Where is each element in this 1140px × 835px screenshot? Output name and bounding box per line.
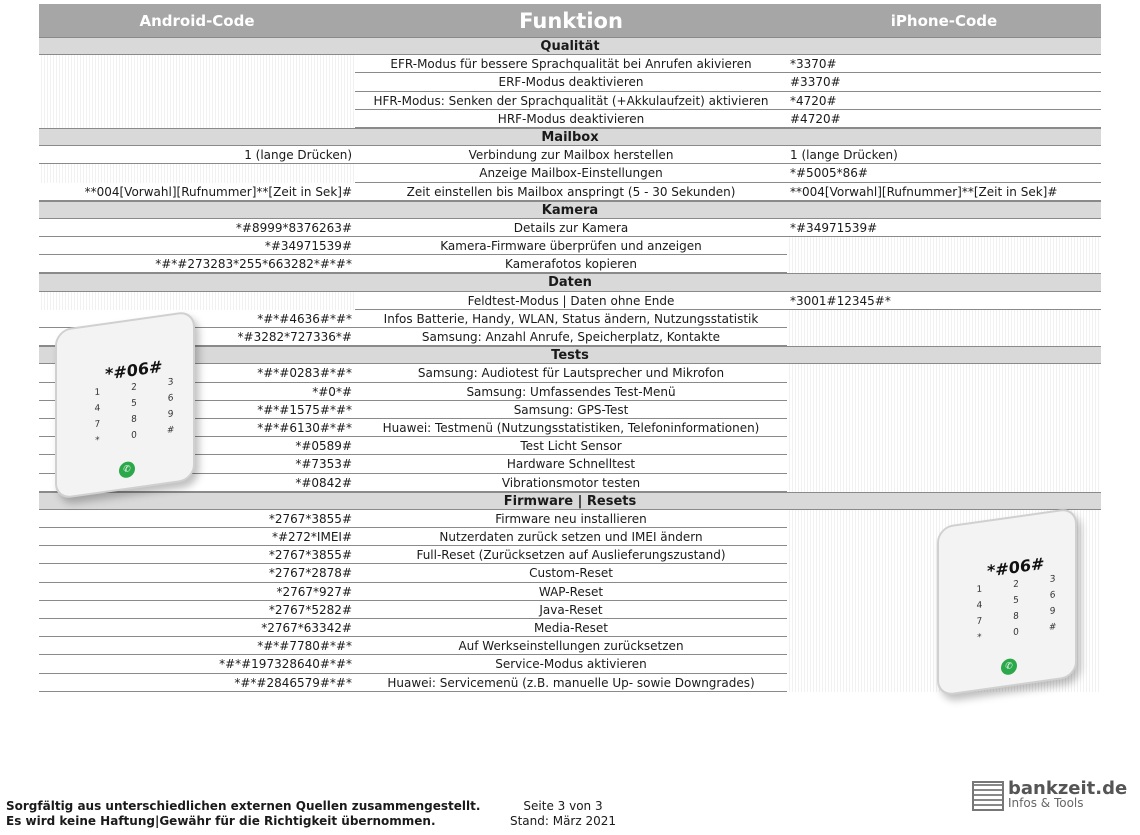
function-cell: Anzeige Mailbox-Einstellungen <box>355 164 787 182</box>
phone-call-icon: ✆ <box>1001 658 1017 676</box>
phone-key: * <box>95 435 100 447</box>
phone-key: 3 <box>167 377 174 388</box>
android-code-cell: *#*#273283*255*663282*#*#* <box>39 255 355 273</box>
phone-key: 0 <box>1013 627 1019 639</box>
phone-key: 2 <box>131 382 137 394</box>
iphone-code-cell <box>787 455 1101 473</box>
iphone-code-cell: *#34971539# <box>787 219 1101 237</box>
iphone-code-cell: *3370# <box>787 55 1101 73</box>
android-code-cell: *#8999*8376263# <box>39 219 355 237</box>
function-cell: Firmware neu installieren <box>355 510 787 528</box>
footer-page-info <box>508 799 618 829</box>
function-cell: Huawei: Servicemenü (z.B. manuelle Up- sowie Downgrades) <box>355 674 787 692</box>
phone-code-text: *#06# <box>105 356 163 384</box>
android-code-cell: *#*#2846579#*#* <box>39 674 355 692</box>
function-cell: Vibrationsmotor testen <box>355 474 787 492</box>
codes-table <box>39 4 1101 692</box>
android-code-cell <box>39 55 355 73</box>
android-code-cell: *#0*# <box>39 383 355 401</box>
function-cell: Kamera-Firmware überprüfen und anzeigen <box>355 237 787 255</box>
function-cell: Infos Batterie, Handy, WLAN, Status ändern, Nutzungsstatistik <box>355 310 787 328</box>
function-cell: Hardware Schnelltest <box>355 455 787 473</box>
table-row <box>39 219 1101 237</box>
table-row <box>39 146 1101 164</box>
function-cell: EFR-Modus für bessere Sprachqualität bei Anrufen akivieren <box>355 55 787 73</box>
android-code-cell: *2767*3855# <box>39 510 355 528</box>
iphone-code-cell <box>787 255 1101 273</box>
android-code-cell <box>39 292 355 310</box>
android-code-cell: *#*#7780#*#* <box>39 637 355 655</box>
phone-key: 8 <box>1013 611 1019 623</box>
table-header <box>39 4 1101 37</box>
function-cell: Samsung: GPS-Test <box>355 401 787 419</box>
phone-key: 1 <box>94 387 101 399</box>
function-cell: Verbindung zur Mailbox herstellen <box>355 146 787 164</box>
function-cell: Auf Werkseinstellungen zurücksetzen <box>355 637 787 655</box>
android-code-cell: *#272*IMEI# <box>39 528 355 546</box>
table-row <box>39 183 1101 201</box>
iphone-code-cell <box>787 383 1101 401</box>
android-code-cell: *#7353# <box>39 455 355 473</box>
function-cell: Media-Reset <box>355 619 787 637</box>
phone-key: 7 <box>94 419 101 431</box>
header-android-code: Android-Code <box>139 11 255 30</box>
phone-key: 2 <box>1013 579 1019 591</box>
iphone-code-cell <box>787 310 1101 328</box>
phone-key: 3 <box>1049 574 1056 585</box>
phone-key: 9 <box>167 409 174 420</box>
android-code-cell: *2767*3855# <box>39 546 355 564</box>
phone-keypad <box>961 572 1071 645</box>
iphone-code-cell <box>787 419 1101 437</box>
function-cell: HRF-Modus deaktivieren <box>355 110 787 128</box>
iphone-code-cell: #4720# <box>787 110 1101 128</box>
page-date: Stand: März 2021 <box>509 814 617 828</box>
brand-text <box>1008 778 1128 811</box>
function-cell: WAP-Reset <box>355 583 787 601</box>
function-cell: Java-Reset <box>355 601 787 619</box>
table-row <box>39 255 1101 273</box>
iphone-code-cell: **004[Vorwahl][Rufnummer]**[Zeit in Sek]# <box>787 183 1101 201</box>
disclaimer-line-1: Sorgfältig aus unterschiedlichen externen Quellen zusammengestellt. <box>6 799 481 813</box>
disclaimer-line-2: Es wird keine Haftung|Gewähr für die Richtigkeit übernommen. <box>6 814 436 828</box>
phone-key: 4 <box>94 403 101 415</box>
android-code-cell: 1 (lange Drücken) <box>39 146 355 164</box>
page-number: Seite 3 von 3 <box>523 799 603 813</box>
table-row <box>39 73 1101 91</box>
iphone-code-cell: *3001#12345#* <box>787 292 1101 310</box>
iphone-code-cell <box>787 328 1101 346</box>
phone-key: * <box>977 632 982 644</box>
iphone-code-cell: #3370# <box>787 73 1101 91</box>
android-code-cell: *#*#197328640#*#* <box>39 655 355 673</box>
iphone-code-cell <box>787 364 1101 382</box>
section-header: Qualität <box>39 37 1101 55</box>
function-cell: Zeit einstellen bis Mailbox anspringt (5 - 30 Sekunden) <box>355 183 787 201</box>
android-code-cell: *#0589# <box>39 437 355 455</box>
section-header: Firmware | Resets <box>39 492 1101 510</box>
section-header: Kamera <box>39 201 1101 219</box>
phone-key: 6 <box>1049 590 1056 601</box>
function-cell: Test Licht Sensor <box>355 437 787 455</box>
footer-disclaimer <box>6 799 480 829</box>
brand-subtitle: Infos & Tools <box>1008 796 1084 810</box>
android-code-cell: *#0842# <box>39 474 355 492</box>
function-cell: Feldtest-Modus | Daten ohne Ende <box>355 292 787 310</box>
table-row <box>39 164 1101 182</box>
iphone-code-cell <box>787 237 1101 255</box>
android-code-cell <box>39 73 355 91</box>
android-code-cell: *#*#4636#*#* <box>39 310 355 328</box>
table-row <box>39 292 1101 310</box>
function-cell: Service-Modus aktivieren <box>355 655 787 673</box>
android-code-cell <box>39 92 355 110</box>
iphone-code-cell <box>787 474 1101 492</box>
android-code-cell: *2767*63342# <box>39 619 355 637</box>
function-cell: Custom-Reset <box>355 564 787 582</box>
android-code-cell: *#34971539# <box>39 237 355 255</box>
function-cell: HFR-Modus: Senken der Sprachqualität (+Akkulaufzeit) aktivieren <box>355 92 787 110</box>
function-cell: Kamerafotos kopieren <box>355 255 787 273</box>
android-code-cell: *#*#6130#*#* <box>39 419 355 437</box>
phone-key: # <box>1048 622 1057 634</box>
iphone-code-cell: *#5005*86# <box>787 164 1101 182</box>
phone-image-android <box>41 314 211 496</box>
iphone-code-cell <box>787 437 1101 455</box>
function-cell: Nutzerdaten zurück setzen und IMEI ändern <box>355 528 787 546</box>
phone-keypad <box>79 375 189 448</box>
header-iphone-code: iPhone-Code <box>890 11 998 30</box>
iphone-code-cell: *4720# <box>787 92 1101 110</box>
phone-key: 8 <box>131 414 137 426</box>
section-header: Mailbox <box>39 128 1101 146</box>
android-code-cell <box>39 164 355 182</box>
function-cell: Huawei: Testmenü (Nutzungsstatistiken, Telefoninformationen) <box>355 419 787 437</box>
android-code-cell: *2767*2878# <box>39 564 355 582</box>
function-cell: Details zur Kamera <box>355 219 787 237</box>
android-code-cell: *2767*927# <box>39 583 355 601</box>
android-code-cell: *#*#0283#*#* <box>39 364 355 382</box>
section-header: Daten <box>39 273 1101 291</box>
table-row <box>39 55 1101 73</box>
table-row <box>39 237 1101 255</box>
iphone-code-cell: 1 (lange Drücken) <box>787 146 1101 164</box>
phone-key: 5 <box>131 398 137 410</box>
phone-key: 7 <box>976 616 983 628</box>
function-cell: Samsung: Anzahl Anrufe, Speicherplatz, Kontakte <box>355 328 787 346</box>
phone-key: 0 <box>131 430 137 442</box>
phone-key: 4 <box>976 600 983 612</box>
android-code-cell: *2767*5282# <box>39 601 355 619</box>
table-row <box>39 92 1101 110</box>
phone-illustration <box>937 507 1077 697</box>
bankzeit-logo-icon <box>972 781 1004 811</box>
table-row <box>39 110 1101 128</box>
function-cell: ERF-Modus deaktivieren <box>355 73 787 91</box>
function-cell: Samsung: Audiotest für Lautsprecher und Mikrofon <box>355 364 787 382</box>
phone-illustration <box>55 310 195 500</box>
function-cell: Full-Reset (Zurücksetzen auf Auslieferungszustand) <box>355 546 787 564</box>
section-header: Tests <box>39 346 1101 364</box>
iphone-code-cell <box>787 401 1101 419</box>
header-function: Funktion <box>519 8 623 33</box>
android-code-cell <box>39 110 355 128</box>
phone-call-icon: ✆ <box>119 461 135 479</box>
phone-key: 1 <box>976 584 983 596</box>
android-code-cell: *#3282*727336*# <box>39 328 355 346</box>
android-code-cell: *#*#1575#*#* <box>39 401 355 419</box>
brand-name: bankzeit.de <box>1008 778 1128 799</box>
android-code-cell: **004[Vorwahl][Rufnummer]**[Zeit in Sek]# <box>39 183 355 201</box>
phone-key: 6 <box>167 393 174 404</box>
phone-key: 5 <box>1013 595 1019 607</box>
phone-code-text: *#06# <box>987 553 1045 581</box>
phone-key: # <box>166 425 175 437</box>
brand-logo <box>972 778 1128 811</box>
phone-image-iphone <box>923 511 1093 693</box>
phone-key: 9 <box>1049 606 1056 617</box>
function-cell: Samsung: Umfassendes Test-Menü <box>355 383 787 401</box>
